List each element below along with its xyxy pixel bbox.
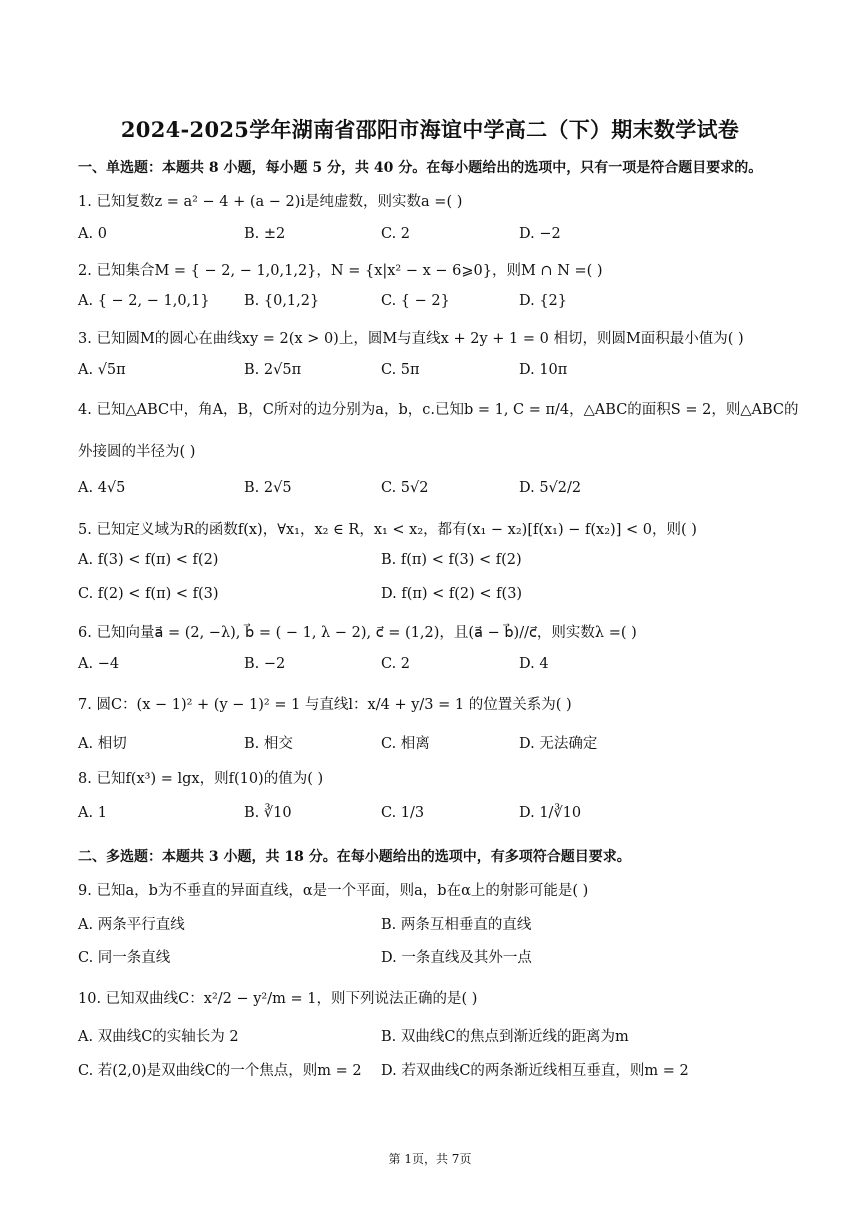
question-1-option-a: A. 0	[78, 226, 107, 242]
section-heading-single-choice: 一、单选题：本题共 8 小题，每小题 5 分，共 40 分。在每小题给出的选项中，只有一项是符合题目要求的。	[78, 160, 763, 176]
question-1-option-b: B. ±2	[244, 226, 286, 242]
question-6-stem: 6. 已知向量a⃗ = (2, −λ), b⃗ = ( − 1, λ − 2), c⃗ = (1,2)，且(a⃗ − b⃗)//c⃗，则实数λ =( )	[78, 625, 637, 641]
question-7-option-d: D. 无法确定	[519, 736, 598, 752]
question-9-option-b: B. 两条互相垂直的直线	[381, 917, 532, 933]
question-5-option-b: B. f(π) < f(3) < f(2)	[381, 552, 522, 568]
question-7-option-c: C. 相离	[381, 736, 430, 752]
question-9-stem: 9. 已知a，b为不垂直的异面直线，α是一个平面，则a，b在α上的射影可能是( )	[78, 883, 589, 899]
question-2-option-a: A. { − 2, − 1,0,1}	[78, 293, 210, 309]
question-10-option-a: A. 双曲线C的实轴长为 2	[78, 1029, 239, 1045]
question-1-option-c: C. 2	[381, 226, 411, 242]
question-10-option-b: B. 双曲线C的焦点到渐近线的距离为m	[381, 1029, 629, 1045]
question-6-option-b: B. −2	[244, 656, 286, 672]
question-2-option-b: B. {0,1,2}	[244, 293, 320, 309]
question-7-option-b: B. 相交	[244, 736, 293, 752]
question-10-option-c: C. 若(2,0)是双曲线C的一个焦点，则m = 2	[78, 1063, 362, 1079]
question-1-stem: 1. 已知复数z = a² − 4 + (a − 2)i是纯虚数，则实数a =( )	[78, 194, 463, 210]
question-5-stem: 5. 已知定义域为R的函数f(x)，∀x₁，x₂ ∈ R，x₁ < x₂，都有(x₁ − x₂)[f(x₁) − f(x₂)] < 0，则( )	[78, 522, 697, 538]
question-4-option-b: B. 2√5	[244, 480, 292, 496]
question-3-option-a: A. √5π	[78, 362, 126, 378]
question-9-option-a: A. 两条平行直线	[78, 917, 185, 933]
question-4-stem-continued: 外接圆的半径为( )	[78, 444, 196, 460]
question-2-option-d: D. {2}	[519, 293, 568, 309]
question-5-option-d: D. f(π) < f(2) < f(3)	[381, 586, 523, 602]
page-footer: 第 1页，共 7页	[388, 1152, 472, 1166]
question-8-option-a: A. 1	[78, 805, 107, 821]
question-4-option-d: D. 5√2/2	[519, 480, 582, 496]
question-8-option-b: B. ∛10	[244, 805, 292, 821]
question-3-option-c: C. 5π	[381, 362, 420, 378]
question-1-option-d: D. −2	[519, 226, 561, 242]
question-6-option-a: A. −4	[78, 656, 120, 672]
question-4-option-c: C. 5√2	[381, 480, 429, 496]
question-2-stem: 2. 已知集合M = { − 2, − 1,0,1,2}，N = {x|x² − x − 6⩾0}，则M ∩ N =( )	[78, 263, 603, 279]
section-heading-multiple-choice: 二、多选题：本题共 3 小题，共 18 分。在每小题给出的选项中，有多项符合题目要求。	[78, 849, 631, 865]
question-6-option-c: C. 2	[381, 656, 411, 672]
question-9-option-d: D. 一条直线及其外一点	[381, 950, 532, 966]
question-5-option-c: C. f(2) < f(π) < f(3)	[78, 586, 219, 602]
question-10-option-d: D. 若双曲线C的两条渐近线相互垂直，则m = 2	[381, 1063, 689, 1079]
question-9-option-c: C. 同一条直线	[78, 950, 171, 966]
question-2-option-c: C. { − 2}	[381, 293, 450, 309]
question-10-stem: 10. 已知双曲线C：x²/2 − y²/m = 1，则下列说法正确的是( )	[78, 991, 478, 1007]
page-title: 2024-2025学年湖南省邵阳市海谊中学高二（下）期末数学试卷	[120, 117, 740, 142]
question-4-stem: 4. 已知△ABC中，角A，B，C所对的边分别为a，b，c.已知b = 1, C = π/4，△ABC的面积S = 2，则△ABC的	[78, 402, 799, 418]
question-3-option-d: D. 10π	[519, 362, 568, 378]
question-4-option-a: A. 4√5	[78, 480, 126, 496]
question-8-option-d: D. 1/∛10	[519, 805, 582, 821]
question-8-option-c: C. 1/3	[381, 805, 425, 821]
question-8-stem: 8. 已知f(x³) = lgx，则f(10)的值为( )	[78, 771, 324, 787]
question-6-option-d: D. 4	[519, 656, 549, 672]
question-7-option-a: A. 相切	[78, 736, 127, 752]
question-5-option-a: A. f(3) < f(π) < f(2)	[78, 552, 219, 568]
question-3-option-b: B. 2√5π	[244, 362, 302, 378]
question-3-stem: 3. 已知圆M的圆心在曲线xy = 2(x > 0)上，圆M与直线x + 2y + 1 = 0 相切，则圆M面积最小值为( )	[78, 331, 744, 347]
question-7-stem: 7. 圆C：(x − 1)² + (y − 1)² = 1 与直线l：x/4 + y/3 = 1 的位置关系为( )	[78, 697, 572, 713]
